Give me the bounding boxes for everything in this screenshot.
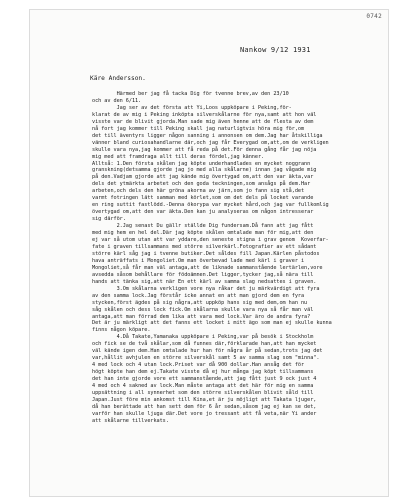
letter-line: Alltså: 1.Den första skålen jag köpte underhandlades en mycket noggrann bbox=[92, 160, 311, 167]
letter-line: hava anträffats i Mongoliet.Om man överbevad lade med kärl i graver i bbox=[92, 257, 305, 264]
letter-line: skulle vara nya,jag kommer att få reda på det.För denna gång får jag nöja bbox=[92, 146, 317, 153]
letter-line: på den.Vadjam gjorde att jag kände mig övertygad om,att den var äkta,var bbox=[92, 174, 314, 181]
letter-line: och fick se de två skålar,som då funnes där,förklarade han,att han mycket bbox=[92, 341, 317, 348]
letter-line: Japan.Just före min ankomst till Kina,et är ju möjligt att Takata ljuger, bbox=[92, 396, 317, 403]
letter-line: finns någon köpare. bbox=[92, 327, 151, 334]
letter-line: högt köpte han dem ej.Takate visste då ej hur många jag köpt tillsammans bbox=[92, 369, 314, 376]
letter-line: varmt fotringen lätt samman med körlet,som om det dels på locket varande bbox=[92, 195, 314, 202]
letter-line: 4.Då Takate,Yamanaka uppköpare i Peking,var på besök i Stockholm bbox=[92, 334, 314, 341]
letter-line: Mongoliet,så får man väl antaga,att de liknade sammanstående lertärlen,vore bbox=[92, 264, 323, 271]
letter-line: det till äventyrs ligger någon sanning i annonsen om dem.Jag har åtskilliga bbox=[92, 132, 323, 139]
letter-line: att skålarne tillverkats. bbox=[92, 417, 169, 424]
letter-line: Det är ju märkligt att det fanns ett locket i mitt ägo som man ej skulle kunna bbox=[92, 320, 332, 327]
letter-line: dels det ytmärkta arbetet och den goda teckningen,som ansågs på dem.Har bbox=[92, 181, 311, 188]
letter-line: det han inte gjorde vore ett sammanstående,att jag fått just 9 ock just 4 bbox=[92, 376, 317, 383]
letter-line: sig därför. bbox=[92, 216, 126, 223]
letter-line: 4 med och 4 sakned av lock.Man måste antaga att det här för mig en samma bbox=[92, 383, 314, 390]
letter-line: med mig hem en hel del.Där jag köpte skålen omtalade man för mig,att den bbox=[92, 230, 314, 237]
place-date-line: Nankow 9/12 1931 bbox=[240, 46, 311, 54]
letter-line: 2.Jag senast Du gällr ställde Dig fundersam.Då fann att jag fått bbox=[92, 223, 314, 230]
letter-line: ej var så utom utan att var yddare,den seneste stigna i grav genom Koverfar- bbox=[92, 237, 329, 244]
letter-line: en ring suttit fastlödd.-Denna ökorypa var mycket hård,och jag var fullkomlig bbox=[92, 202, 329, 209]
letter-line: uppsättning i all synnerhet som den större silverskålen blivit såld till bbox=[92, 389, 314, 396]
letter-line: mig med att framdraga allt till deras fördel,jag känner. bbox=[92, 153, 265, 160]
letter-line: avsedda såsom behållare för födoämnen.Det ligger,tycker jag,så nära till bbox=[92, 271, 314, 278]
letter-line: fate i graven tillsammans med större silverkärl.Fotografier av ett sådant bbox=[92, 243, 317, 250]
letter-line: hands att tänka sig,att när En ett kärl av samma slag nedsattes i graven. bbox=[92, 278, 317, 285]
letter-line: väl kände igen dem.Han omtalade hur han för några år på sedan,trots jag det bbox=[92, 348, 323, 355]
letter-line: av den samma lock.Jag förstår icke annat en att man gjord dem en fyra bbox=[92, 292, 305, 299]
letter-line: nå fort jag kommer till Peking skall jag naturligtvis höra mig för,om bbox=[92, 125, 305, 132]
letter-line: såg skålen och dess lock fick.Om skålarna skulle vara nya så får man väl bbox=[92, 306, 314, 313]
letter-page bbox=[30, 10, 388, 496]
letter-line: då han berättade att han sett dem för 6 år sedan,såsom jag ej kan se det, bbox=[92, 403, 317, 410]
letter-line: 4 med lock och 4 utan lock.Priset var då 900 dollar.Han ansåg det för bbox=[92, 362, 305, 369]
letter-line: vänner bland curiosahandlarne där,och jag får Everygad om,att,om de verkligen bbox=[92, 139, 329, 146]
letter-line: varför han skulle ljuga där.Det vore jo tressant att få veta,när Yi ander bbox=[92, 410, 317, 417]
letter-line: granskning(detsamma gjorde jag jo med alla skålarne) innan jag vågade mig bbox=[92, 167, 317, 174]
letter-line: övertygad om,att den var äkta.Den kan ju analyseras om någon intresserar bbox=[92, 209, 314, 216]
letter-line: var,hållit avhjulen en större silverskål samt 5 av samma slag som "minna". bbox=[92, 355, 320, 362]
letter-line: klarat de av mig i Peking inköpta silverskålarne för nya,samt att hon väl bbox=[92, 111, 317, 118]
letter-line: 3.Om skålarna verkligen vore nya råkar det ju märkvärdigt att fyra bbox=[92, 285, 320, 292]
letter-line: Jag ser av det första att Yi,Loos uppköpare i Peking,för- bbox=[92, 104, 292, 111]
letter-line: arbeten,och dels den här gröna akorna av järn,som jo fann sig stå,det bbox=[92, 188, 305, 195]
letter-body bbox=[92, 91, 377, 425]
letter-line: antaga,att man förrad dem lika att vara med lock.Var äro de andra fyra? bbox=[92, 313, 311, 320]
letter-line: stycken,först ägdes på sig några,att uppköp hans sig med dem,om han nu bbox=[92, 299, 308, 306]
letter-line: visste var de blivit gjorda.Man sade mig även henne att de flesta av dem bbox=[92, 118, 314, 125]
salutation: Käre Andersson. bbox=[90, 75, 146, 82]
letter-line: större kärl såg jag i tvenne butiker.Det såldes fill Japan.Kärlen påstodos bbox=[92, 250, 320, 257]
letter-line: och av den 6/11. bbox=[92, 97, 142, 104]
letter-line: Härmed ber jag få tacka Dig för tvenne brev,av den 23/10 bbox=[92, 91, 289, 97]
document-reference-number: 0742 bbox=[366, 13, 382, 20]
